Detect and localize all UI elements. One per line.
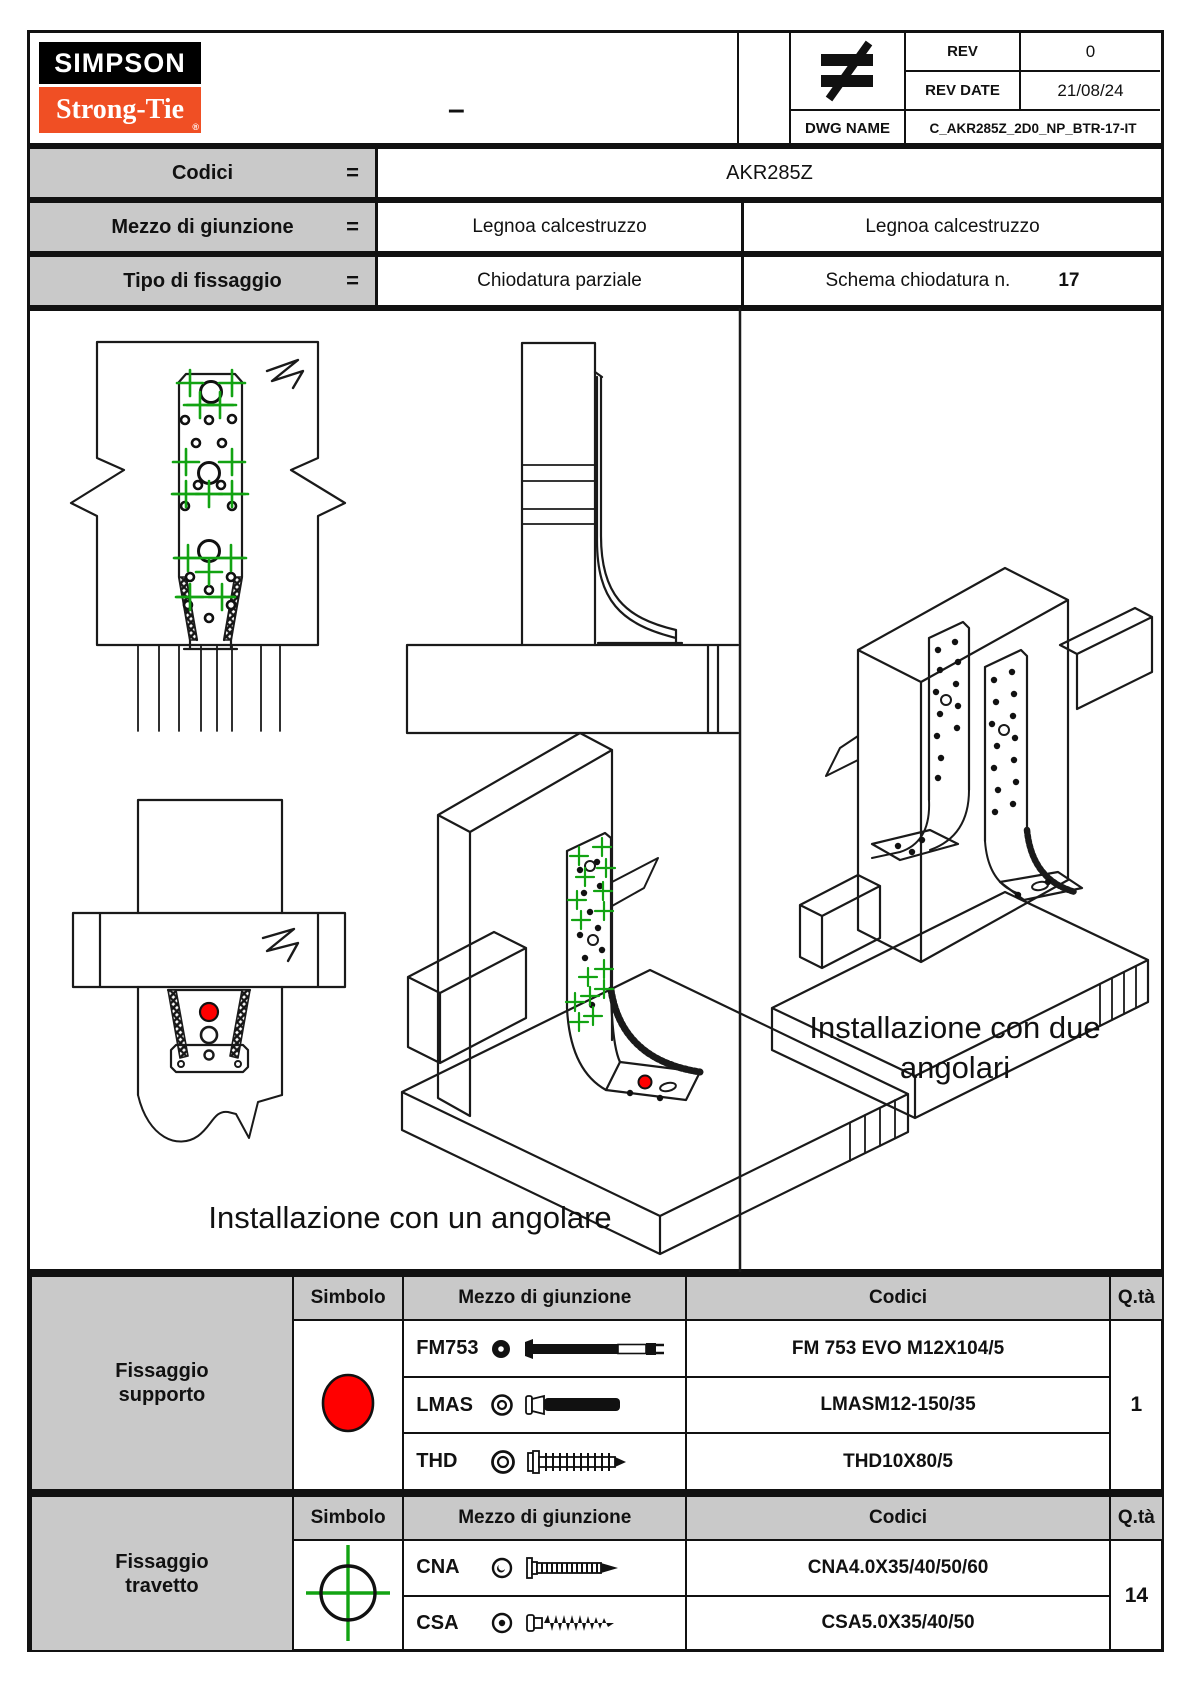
nail-position-markers — [172, 370, 248, 610]
schema-chiodatura-number: 17 — [1058, 270, 1080, 291]
rev-date-label: REV DATE — [904, 72, 1019, 111]
revision-table — [737, 33, 1161, 143]
tipo-value-left: Chiodatura parziale — [378, 257, 744, 305]
mezzo-label: Mezzo di giunzione — [111, 215, 294, 238]
tipo-label: Tipo di fissaggio — [123, 269, 282, 292]
header-mezzo: Mezzo di giunzione — [403, 1496, 686, 1540]
fissaggio-supporto-table — [27, 1272, 1164, 1492]
spec-row-codici — [27, 146, 1164, 200]
isometric-one-bracket — [402, 733, 908, 1254]
group-label-travetto: Fissaggio travetto — [31, 1496, 293, 1651]
front-view — [71, 342, 345, 731]
codici-label: Codici — [171, 161, 234, 184]
fastener-row — [403, 1377, 686, 1433]
fastener-name: THD — [416, 1450, 458, 1472]
header-codici: Codici — [686, 1276, 1109, 1320]
fm753-bolt-icon — [520, 1336, 672, 1362]
rev-value: 0 — [1019, 33, 1160, 72]
thd-screw-icon — [524, 1448, 642, 1476]
qty-travetto: 14 — [1110, 1540, 1163, 1651]
thd-end-view-icon — [490, 1449, 516, 1475]
fastener-code: CSA5.0X35/40/50 — [686, 1596, 1109, 1652]
header-mezzo: Mezzo di giunzione — [403, 1276, 686, 1320]
section-break-symbol — [263, 929, 298, 961]
not-equal-logo — [789, 33, 904, 111]
equals-sign: = — [346, 214, 359, 239]
fastener-name: CSA — [416, 1611, 459, 1634]
fastener-code: CNA4.0X35/40/50/60 — [686, 1540, 1109, 1596]
drawing-title-dash: – — [448, 93, 465, 126]
mezzo-value-right: Legnoa calcestruzzo — [865, 216, 1040, 237]
mezzo-label-cell — [30, 203, 378, 251]
mezzo-value-left: Legnoa calcestruzzo — [378, 203, 744, 251]
rev-date-value: 21/08/24 — [1019, 72, 1160, 111]
csa-screw-icon — [522, 1609, 644, 1637]
codici-label-cell — [30, 149, 378, 197]
spec-row-mezzo — [27, 200, 1164, 254]
anchor-position-marker — [200, 1003, 218, 1021]
group-label-supporto: Fissaggio supporto — [31, 1276, 293, 1490]
cna-end-view-icon — [490, 1556, 514, 1580]
header-qta: Q.tà — [1110, 1276, 1163, 1320]
green-crosshair-circle-icon — [302, 1541, 394, 1645]
caption-two-line2: angolari — [899, 1050, 1011, 1086]
header-simbolo: Simbolo — [293, 1496, 403, 1540]
anchor-position-marker — [639, 1076, 652, 1089]
equals-sign: = — [346, 268, 359, 293]
rev-label: REV — [904, 33, 1019, 72]
tipo-value-right — [744, 257, 1161, 305]
codici-value: AKR285Z — [726, 161, 813, 184]
caption-one-bracket: Installazione con un angolare — [208, 1200, 612, 1235]
header-codici: Codici — [686, 1496, 1109, 1540]
equals-sign: = — [346, 160, 359, 185]
symbol-cell-supporto — [293, 1320, 403, 1490]
header-simbolo: Simbolo — [293, 1276, 403, 1320]
fastener-code: LMASM12-150/35 — [686, 1377, 1109, 1433]
lmas-anchor-icon — [522, 1391, 642, 1419]
simpson-strongtie-logo — [39, 42, 201, 133]
fissaggio-travetto-table — [27, 1492, 1164, 1652]
fastener-name: CNA — [416, 1556, 460, 1579]
fastener-row — [403, 1540, 686, 1596]
fastener-code: THD10X80/5 — [686, 1433, 1109, 1490]
title-block — [27, 30, 1164, 146]
fastener-row — [403, 1433, 686, 1490]
fastener-row — [403, 1320, 686, 1377]
qty-supporto: 1 — [1110, 1320, 1163, 1490]
registered-trademark: ® — [192, 122, 199, 132]
fm753-end-view-icon — [490, 1338, 512, 1360]
symbol-cell-travetto — [293, 1540, 403, 1651]
logo-simpson-text: SIMPSON — [39, 42, 201, 84]
caption-two-line1: Installazione con due — [809, 1010, 1101, 1045]
section-break-symbol — [267, 360, 303, 388]
nail-position-markers — [566, 838, 615, 1031]
tipo-label-cell — [30, 257, 378, 305]
rev-table-spacer — [739, 33, 789, 146]
red-circle-icon — [316, 1370, 380, 1436]
technical-drawing — [27, 308, 1164, 1272]
dwg-name-value: C_AKR285Z_2D0_NP_BTR-17-IT — [904, 111, 1160, 146]
cna-nail-icon — [522, 1554, 644, 1582]
lmas-end-view-icon — [490, 1393, 514, 1417]
logo-strongtie-word: Strong-Tie — [55, 94, 185, 125]
header-qta: Q.tà — [1110, 1496, 1163, 1540]
fastener-name: LMAS — [416, 1393, 473, 1416]
caption-two-brackets — [775, 1008, 1135, 1089]
plan-view — [73, 800, 345, 1142]
side-view — [407, 343, 738, 733]
csa-end-view-icon — [490, 1611, 514, 1635]
spec-row-tipo — [27, 254, 1164, 308]
fastener-code: FM 753 EVO M12X104/5 — [686, 1320, 1109, 1377]
logo-strongtie-text — [39, 87, 201, 133]
schema-chiodatura-label: Schema chiodatura n. — [825, 270, 1011, 291]
fastener-name: FM753 — [416, 1337, 479, 1359]
not-equal-logo-icon — [811, 39, 885, 103]
fastener-row — [403, 1596, 686, 1652]
dwg-name-label: DWG NAME — [789, 111, 904, 146]
